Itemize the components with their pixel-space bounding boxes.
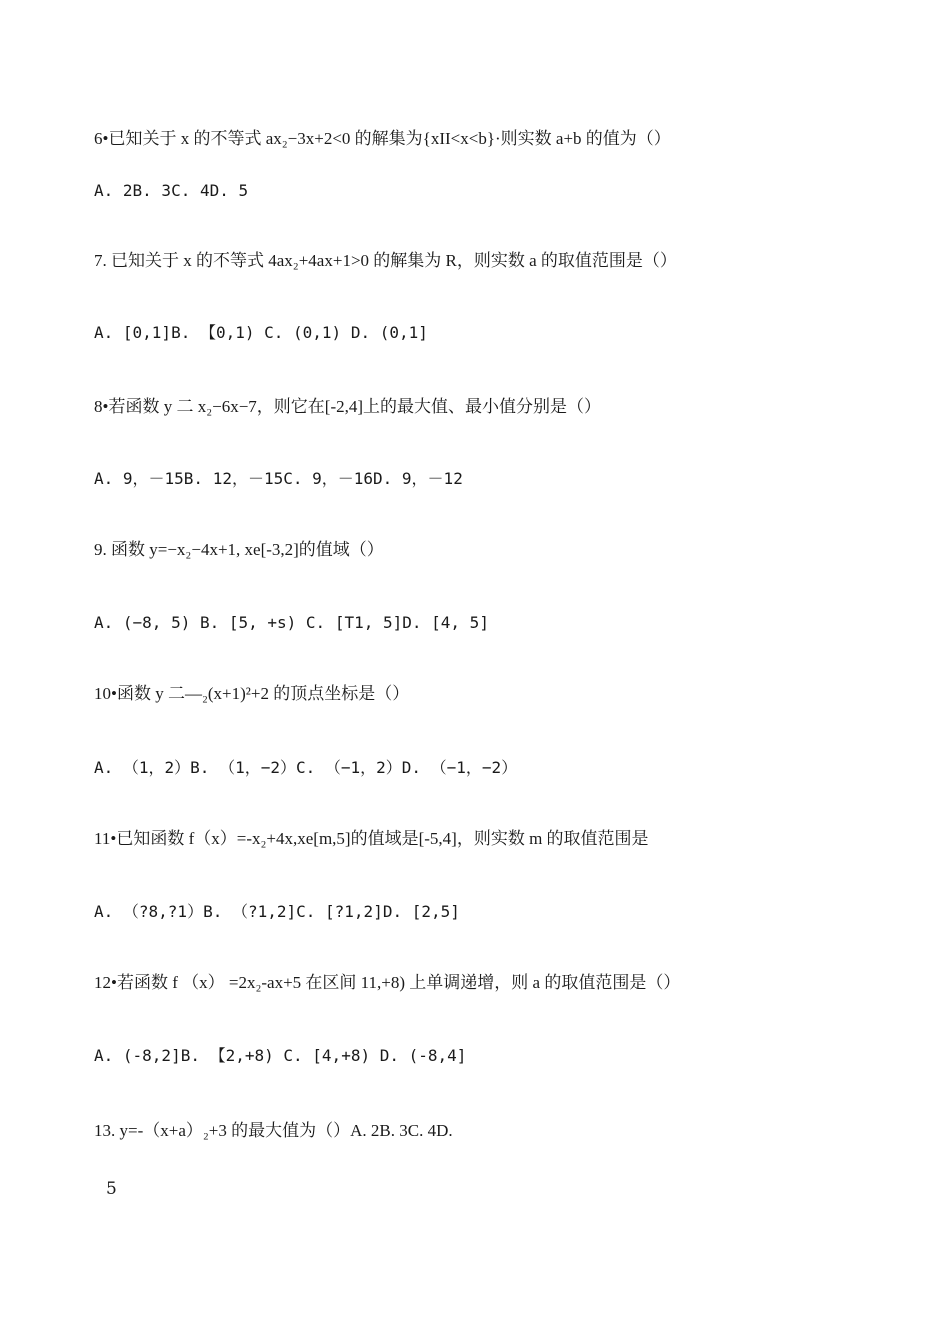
question-10-options: A. （1，2）B. （1，−2）C. （−1，2）D. （−1，−2） [94,758,518,777]
question-11-options: A. （?8,?1）B. （?1,2]C. [?1,2]D. [2,5] [94,902,460,921]
question-7-options: A. [0,1]B. 【0,1) C. (0,1) D. (0,1] [94,323,428,342]
question-6-stem: 6•已知关于 x 的不等式 ax₂−3x+2<0 的解集为{xII<x<b}·则实数 a+b 的值为（） [94,129,671,148]
question-9-stem: 9. 函数 y=−x₂−4x+1, xe[-3,2]的值域（） [94,540,384,559]
question-8-stem: 8•若函数 y 二 x₂−6x−7，则它在[-2,4]上的最大值、最小值分别是（） [94,397,602,416]
question-13-stem: 13. y=-（x+a）₂+3 的最大值为（）A. 2B. 3C. 4D. [94,1121,453,1140]
question-9-options: A. (−8, 5) B. [5, +s) C. [T1, 5]D. [4, 5] [94,613,489,632]
question-11-stem: 11•已知函数 f（x）=-x₂+4x,xe[m,5]的值域是[-5,4]，则实数 m 的取值范围是 [94,829,649,848]
question-10-stem: 10•函数 y 二—₂(x+1)²+2 的顶点坐标是（） [94,684,410,703]
question-12-options: A. (-8,2]B. 【2,+8) C. [4,+8) D. (-8,4] [94,1046,467,1065]
question-8-options: A. 9，－15B. 12，－15C. 9，－16D. 9，－12 [94,469,463,488]
question-12-stem: 12•若函数 f （x） =2x₂-ax+5 在区间 11,+8) 上单调递增，则 a 的取值范围是（） [94,973,681,992]
question-13-tail: 5 [106,1179,117,1199]
question-7-stem: 7. 已知关于 x 的不等式 4ax₂+4ax+1>0 的解集为 R，则实数 a 的取值范围是（） [94,251,677,270]
question-6-options: A. 2B. 3C. 4D. 5 [94,181,249,200]
